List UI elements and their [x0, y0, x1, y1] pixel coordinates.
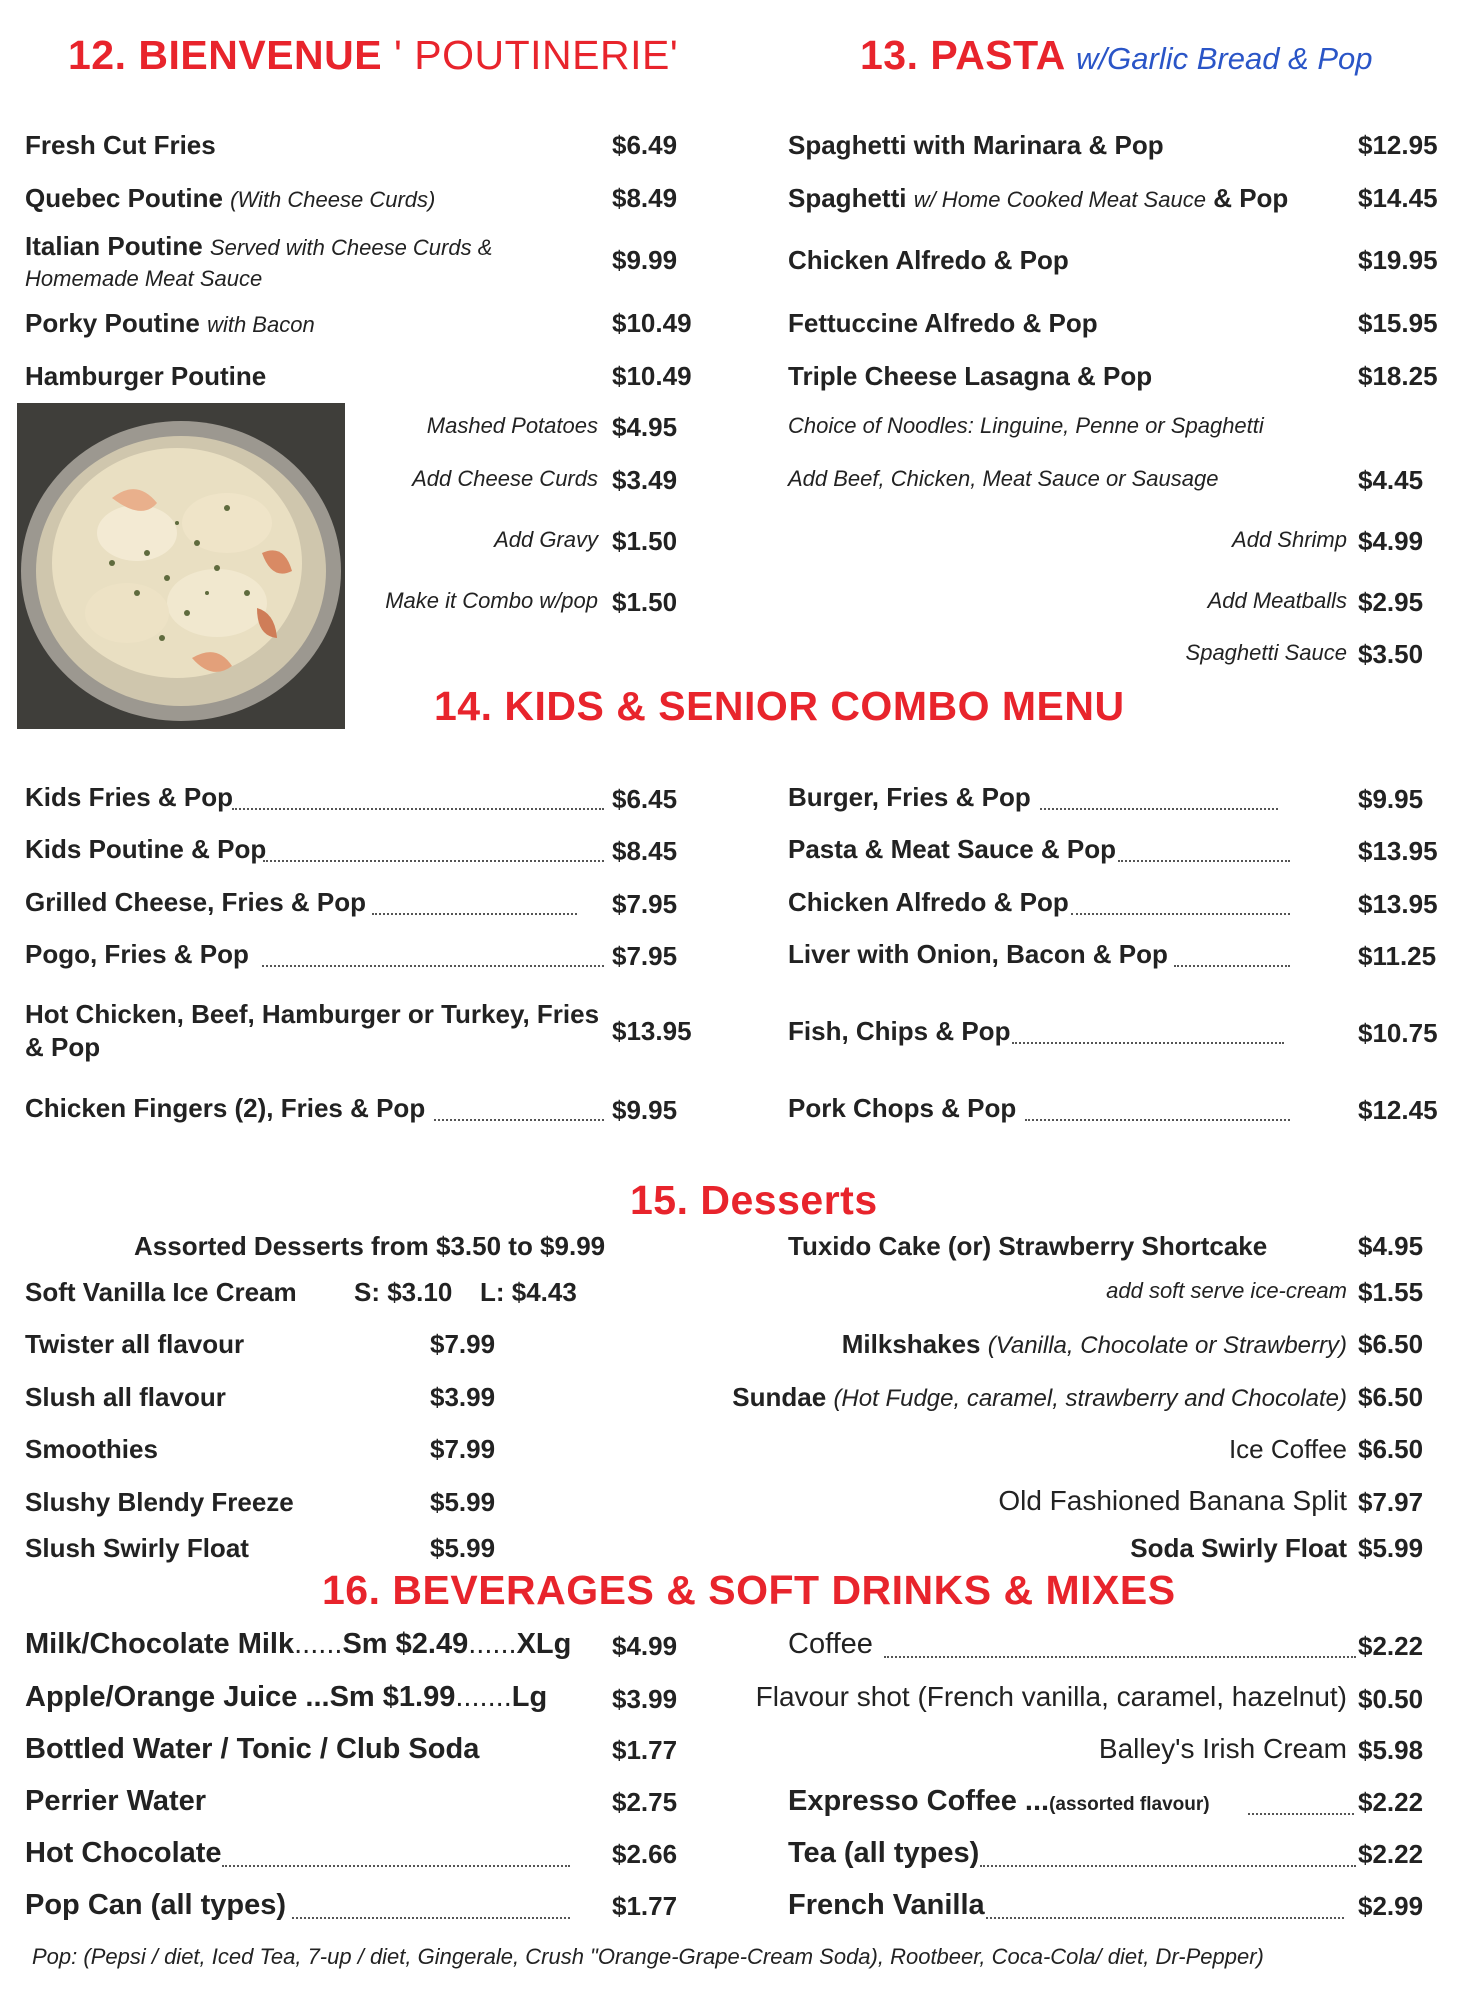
dot-leader: [262, 965, 604, 967]
menu-item: Old Fashioned Banana Split: [998, 1485, 1347, 1516]
dot-leader: [1012, 1042, 1284, 1044]
menu-item-continued: & Pop: [25, 1032, 101, 1062]
menu-item-price: $12.95: [1358, 130, 1438, 160]
menu-item-price: $7.95: [612, 941, 678, 971]
menu-item-price: $6.45: [612, 784, 678, 814]
menu-item-price: $13.95: [1358, 889, 1438, 919]
menu-item-price: $9.95: [612, 1095, 678, 1125]
menu-item-price: $2.22: [1358, 1839, 1424, 1869]
menu-item-note: Homemade Meat Sauce: [25, 266, 263, 291]
noodle-choice-note: Choice of Noodles: Linguine, Penne or Spaghetti: [788, 413, 1264, 438]
menu-item-price: $10.49: [612, 308, 692, 338]
addon-price: $4.45: [1358, 465, 1424, 495]
addon-price: $4.95: [612, 412, 678, 442]
menu-item-price: $11.25: [1358, 941, 1437, 971]
addon-price: $4.99: [1358, 526, 1424, 556]
menu-item-price: $4.99: [612, 1631, 678, 1661]
menu-item-price: $19.95: [1358, 245, 1438, 275]
addon-price: $2.95: [1358, 587, 1424, 617]
addon-label: Spaghetti Sauce: [1185, 640, 1347, 665]
menu-item: Balley's Irish Cream: [1098, 1733, 1347, 1764]
pasta-dish-photo: [17, 403, 345, 729]
addon-label: Add Shrimp: [1232, 527, 1347, 552]
menu-item: Chicken Fingers (2), Fries & Pop: [25, 1093, 426, 1123]
addon-label: Make it Combo w/pop: [385, 588, 598, 613]
menu-item: Flavour shot (French vanilla, caramel, hazelnut): [755, 1681, 1347, 1712]
pasta-dish-illustration: [17, 403, 345, 729]
menu-item: Spaghetti w/ Home Cooked Meat Sauce & Pop: [788, 183, 1289, 213]
poutine-title-bold: 12. BIENVENUE: [68, 32, 383, 78]
menu-item-price: $3.99: [430, 1382, 496, 1412]
dot-leader: [1118, 860, 1290, 862]
menu-item-price: $13.95: [1358, 836, 1438, 866]
dot-leader: [986, 1917, 1344, 1919]
menu-item-price: $14.45: [1358, 183, 1438, 213]
menu-item: Coffee: [788, 1628, 873, 1660]
menu-item-price: $6.49: [612, 130, 678, 160]
menu-item-price: $8.45: [612, 836, 678, 866]
addon-price: $1.50: [612, 526, 678, 556]
menu-item-price: $6.50: [1358, 1382, 1424, 1412]
menu-item-price: $7.95: [612, 889, 678, 919]
dot-leader: [232, 808, 604, 810]
menu-item: Pogo, Fries & Pop: [25, 939, 249, 969]
kids-section-title: 14. KIDS & SENIOR COMBO MENU: [434, 683, 1125, 729]
menu-item-price: $6.50: [1358, 1434, 1424, 1464]
ice-cream-small-price: S: $3.10: [354, 1277, 453, 1307]
menu-item-price: $3.99: [612, 1684, 678, 1714]
menu-item: Fettuccine Alfredo & Pop: [788, 308, 1098, 338]
menu-item-price: $9.99: [612, 245, 678, 275]
dot-leader: [884, 1656, 1356, 1658]
menu-item: Ice Coffee: [1228, 1434, 1347, 1464]
addon-label: Add Cheese Curds: [412, 466, 598, 491]
menu-item: Hot Chocolate: [25, 1837, 222, 1869]
menu-item-price: $7.97: [1358, 1487, 1424, 1517]
desserts-section-title: 15. Desserts: [630, 1177, 878, 1223]
menu-item-price: $4.95: [1358, 1231, 1424, 1261]
dot-leader: [1025, 1119, 1290, 1121]
addon-label: Add Meatballs: [1207, 588, 1347, 613]
poutine-section-title: [68, 32, 678, 79]
menu-item: Sundae (Hot Fudge, caramel, strawberry and Chocolate): [732, 1382, 1347, 1412]
menu-item-price: $5.98: [1358, 1735, 1424, 1765]
menu-item: Chicken Alfredo & Pop: [788, 245, 1069, 275]
dot-leader: [1174, 965, 1290, 967]
menu-item: Burger, Fries & Pop: [788, 782, 1031, 812]
pasta-section-title: [860, 32, 1373, 79]
menu-item: Kids Poutine & Pop: [25, 834, 267, 864]
dot-leader: [1071, 913, 1290, 915]
menu-item: Pork Chops & Pop: [788, 1093, 1017, 1123]
menu-item-price: $13.95: [612, 1016, 692, 1046]
menu-item: Slush all flavour: [25, 1382, 226, 1412]
menu-item-price: $2.99: [1358, 1891, 1424, 1921]
menu-item-price: $7.99: [430, 1434, 496, 1464]
menu-item: Soft Vanilla Ice Cream: [25, 1277, 297, 1307]
menu-item: Italian Poutine Served with Cheese Curds &: [25, 231, 493, 261]
menu-item: Tuxido Cake (or) Strawberry Shortcake: [788, 1231, 1268, 1261]
pop-footnote: Pop: (Pepsi / diet, Iced Tea, 7-up / diet, Gingerale, Crush "Orange-Grape-Cream Soda), Rootbeer, Coca-Cola/ diet, Dr-Pepper): [32, 1944, 1264, 1969]
menu-item-price: $7.99: [430, 1329, 496, 1359]
menu-item-price: $2.22: [1358, 1787, 1424, 1817]
addon-price: $3.50: [1358, 639, 1424, 669]
menu-item: Kids Fries & Pop: [25, 782, 234, 812]
poutine-title-light: ' POUTINERIE': [394, 32, 679, 78]
menu-item-price: $9.95: [1358, 784, 1424, 814]
menu-item: Milkshakes (Vanilla, Chocolate or Strawberry): [841, 1329, 1347, 1359]
ice-cream-large-price: L: $4.43: [480, 1277, 577, 1307]
menu-item-price: $6.50: [1358, 1329, 1424, 1359]
menu-item: Slushy Blendy Freeze: [25, 1487, 294, 1517]
menu-item: Pasta & Meat Sauce & Pop: [788, 834, 1116, 864]
menu-item: French Vanilla: [788, 1889, 985, 1921]
menu-item: Expresso Coffee ...(assorted flavour): [788, 1785, 1210, 1817]
menu-item: Porky Poutine with Bacon: [25, 308, 315, 338]
menu-item: Pop Can (all types): [25, 1889, 287, 1921]
menu-item-price: $2.75: [612, 1787, 678, 1817]
menu-item-price: $1.77: [612, 1891, 678, 1921]
menu-item: Chicken Alfredo & Pop: [788, 887, 1069, 917]
menu-item-price: $1.55: [1358, 1277, 1424, 1307]
menu-item-price: $10.49: [612, 361, 692, 391]
menu-item-price: $15.95: [1358, 308, 1438, 338]
addon-price: $1.50: [612, 587, 678, 617]
addon-label: Add Gravy: [494, 527, 598, 552]
menu-item: Fresh Cut Fries: [25, 130, 216, 160]
menu-item: Grilled Cheese, Fries & Pop: [25, 887, 366, 917]
menu-item: Spaghetti with Marinara & Pop: [788, 130, 1164, 160]
dot-leader: [1248, 1813, 1354, 1815]
addon-price: $3.49: [612, 465, 678, 495]
menu-item: Twister all flavour: [25, 1329, 245, 1359]
addon-label: Add Beef, Chicken, Meat Sauce or Sausage: [788, 466, 1219, 491]
dot-leader: [292, 1917, 570, 1919]
menu-item-price: $8.49: [612, 183, 678, 213]
menu-item-price: $10.75: [1358, 1018, 1438, 1048]
dot-leader: [263, 860, 604, 862]
dot-leader: [434, 1119, 604, 1121]
dot-leader: [980, 1865, 1356, 1867]
menu-item: Fish, Chips & Pop: [788, 1016, 1011, 1046]
dot-leader: [1040, 808, 1278, 810]
menu-item: Apple/Orange Juice ...Sm $1.99.......Lg: [25, 1681, 548, 1713]
menu-item: Liver with Onion, Bacon & Pop: [788, 939, 1168, 969]
menu-item: Perrier Water: [25, 1785, 207, 1817]
addon-label: Mashed Potatoes: [426, 413, 598, 438]
dot-leader: [372, 913, 577, 915]
assorted-desserts-note: Assorted Desserts from $3.50 to $9.99: [134, 1231, 606, 1261]
menu-item: Smoothies: [25, 1434, 158, 1464]
dot-leader: [222, 1865, 570, 1867]
menu-item: Soda Swirly Float: [1130, 1533, 1347, 1563]
menu-item: Bottled Water / Tonic / Club Soda: [25, 1733, 480, 1765]
menu-item: Hamburger Poutine: [25, 361, 267, 391]
menu-item: Milk/Chocolate Milk......Sm $2.49......XLg: [25, 1628, 572, 1660]
menu-item-price: $2.66: [612, 1839, 678, 1869]
menu-item: Triple Cheese Lasagna & Pop: [788, 361, 1153, 391]
pasta-title: 13. PASTA: [860, 32, 1065, 78]
menu-item: Hot Chicken, Beef, Hamburger or Turkey, Fries: [25, 999, 600, 1029]
menu-item-price: $5.99: [430, 1533, 496, 1563]
menu-item-price: $12.45: [1358, 1095, 1438, 1125]
menu-item-price: $18.25: [1358, 361, 1438, 391]
pasta-subtitle: w/Garlic Bread & Pop: [1076, 41, 1373, 76]
beverages-section-title: 16. BEVERAGES & SOFT DRINKS & MIXES: [322, 1567, 1176, 1613]
menu-item-price: $5.99: [1358, 1533, 1424, 1563]
menu-item: Quebec Poutine (With Cheese Curds): [25, 183, 436, 213]
menu-item-price: $5.99: [430, 1487, 496, 1517]
menu-item-price: $1.77: [612, 1735, 678, 1765]
menu-item: Slush Swirly Float: [25, 1533, 249, 1563]
menu-item-price: $2.22: [1358, 1631, 1424, 1661]
addon-label: add soft serve ice-cream: [1106, 1278, 1347, 1303]
menu-item: Tea (all types): [788, 1837, 980, 1869]
menu-item-price: $0.50: [1358, 1684, 1424, 1714]
